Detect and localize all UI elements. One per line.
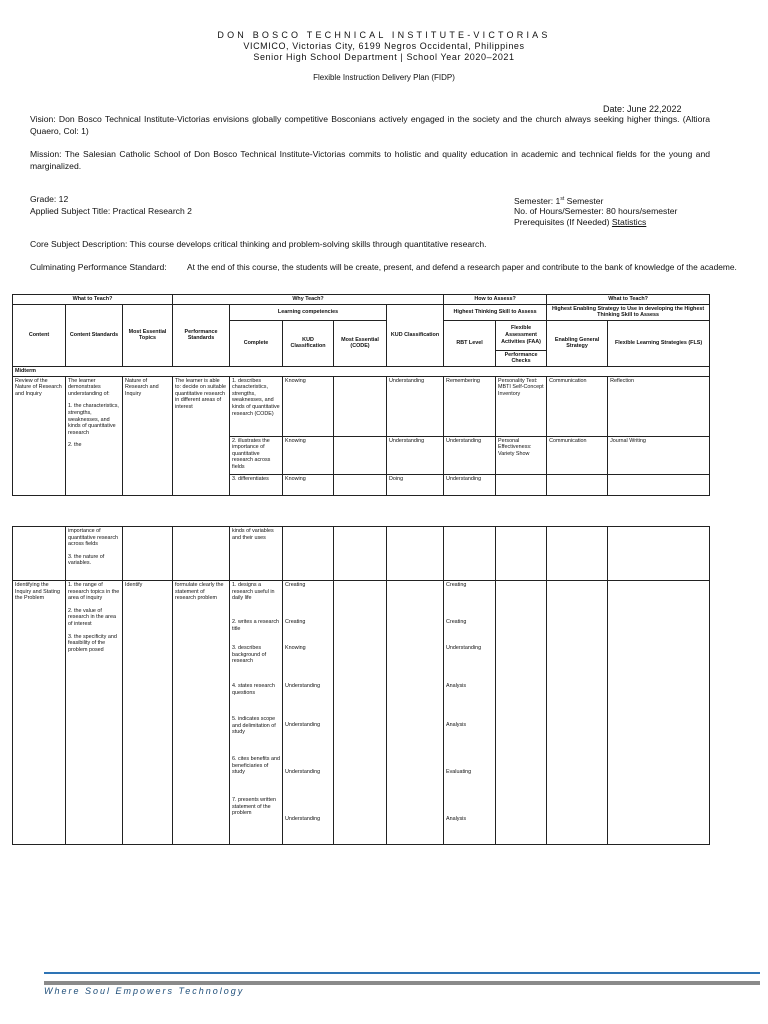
- competency-1-code: [334, 376, 387, 436]
- hdr-faa: Flexible Assessment Activities (FAA): [496, 320, 547, 350]
- rbt-list: Creating Creating Understanding Analysis Analysis Evaluating Analysis: [444, 581, 496, 845]
- footer-tagline: Where Soul Empowers Technology: [44, 986, 245, 996]
- hdr-highest-thinking: Highest Thinking Skill to Assess: [444, 304, 547, 320]
- competency-3: 3. differentiates: [230, 474, 283, 495]
- competency-3-faa: [496, 474, 547, 495]
- competency-3-code: [334, 474, 387, 495]
- competency-2-kud: Knowing: [283, 436, 334, 474]
- cont-competency: kinds of variables and their uses: [230, 527, 283, 581]
- hdr-complete: Complete: [230, 320, 283, 366]
- competency-2-6: 6. cites benefits and beneficiaries of study: [232, 756, 280, 776]
- competency-1-kud: Knowing: [283, 376, 334, 436]
- competency-2-enabling: Communication: [547, 436, 608, 474]
- hdr-why-teach: Why Teach?: [173, 295, 444, 305]
- competency-1-fls: Reflection: [608, 376, 710, 436]
- grade-label: Grade: 12: [30, 194, 69, 204]
- hdr-content-standards: Content Standards: [66, 304, 123, 366]
- topics-cell: Nature of Research and Inquiry: [123, 376, 173, 495]
- competency-2-5: 5. indicates scope and delimitation of study: [232, 716, 276, 736]
- content-cell-2: Identifying the Inquiry and Stating the Problem: [13, 581, 66, 845]
- mission-statement: Mission: The Salesian Catholic School of Don Bosco Technical Institute-Victorias commits to holistic and quality education in academic and technical fields for the young and marginalized.: [30, 149, 710, 171]
- hdr-fls: Flexible Learning Strategies (FLS): [608, 320, 710, 366]
- hdr-enabling-general: Enabling General Strategy: [547, 320, 608, 366]
- competency-2-3: 3. describes background of research: [232, 645, 267, 665]
- hdr-kud-classification-2: KUD Classification: [387, 304, 444, 366]
- performance-standards-cell-2: formulate clearly the statement of research problem: [173, 581, 230, 845]
- competency-1: 1. describes characteristics, strengths, weaknesses, and kinds of quantitative research (CODE): [230, 376, 283, 436]
- hdr-learning-competencies: Learning competencies: [230, 304, 387, 320]
- content-cell: Review of the Nature of Research and Inquiry: [13, 376, 66, 495]
- culminating-standard: Culminating Performance Standard: At the end of this course, the students will be create, present, and defend a research paper and contribute to the bank of knowledge of the academe.: [30, 262, 737, 272]
- hdr-most-essential-topics: Most Essential Topics: [123, 304, 173, 366]
- cont-content-cell: [13, 527, 66, 581]
- hdr-what-to-teach: What to Teach?: [13, 295, 173, 305]
- plan-date: Date: June 22,2022: [603, 104, 682, 114]
- topics-cell-2: Identify: [123, 581, 173, 845]
- competency-2-code: [334, 436, 387, 474]
- footer-accent-line: [44, 972, 760, 974]
- prerequisites-label: Prerequisites (If Needed) Statistics: [514, 217, 647, 227]
- hdr-rbt-level: RBT Level: [444, 320, 496, 366]
- competency-1-enabling: Communication: [547, 376, 608, 436]
- cont-standards-cell: importance of quantitative research across fields 3. the nature of variables.: [66, 527, 123, 581]
- hdr-kud-classification: KUD Classification: [283, 320, 334, 366]
- competency-3-fls: [608, 474, 710, 495]
- competency-2-7: 7. presents written statement of the problem: [232, 797, 277, 817]
- vision-statement: Vision: Don Bosco Technical Institute-Victorias envisions globally competitive Bosconians actively engaged in the society and the church always seeking higher things. (Altiora Quaero, Col: 1): [30, 114, 710, 136]
- competency-2-faa: Personal Effectiveness: Variety Show: [496, 436, 547, 474]
- competency-1-rbt: Remembering: [444, 376, 496, 436]
- prerequisite-link[interactable]: Statistics: [611, 217, 647, 227]
- competency-2-kud2: Understanding: [387, 436, 444, 474]
- competency-2-4: 4. states research questions: [232, 683, 275, 696]
- hdr-highest-enabling: Highest Enabling Strategy to Use in developing the Highest Thinking Skill to Assess: [547, 304, 710, 320]
- competency-1-faa: Personality Test: MBTI Self-Concept Inventory: [496, 376, 547, 436]
- hdr-content: Content: [13, 304, 66, 366]
- hdr-how-assess: How to Assess?: [444, 295, 547, 305]
- competency-3-enabling: [547, 474, 608, 495]
- competency-1-kud2: Understanding: [387, 376, 444, 436]
- hours-label: No. of Hours/Semester: 80 hours/semester: [514, 206, 678, 216]
- hdr-performance-checks: Performance Checks: [496, 350, 547, 366]
- fidp-table-1: [12, 294, 710, 496]
- semester-label: Semester: 1st Semester: [514, 195, 604, 206]
- hdr-most-essential-code: Most Essential (CODE): [334, 320, 387, 366]
- plan-title: Flexible Instruction Delivery Plan (FIDP): [313, 73, 455, 82]
- competency-2: 2. illustrates the importance of quantitative research across fields: [230, 436, 283, 474]
- performance-standards-cell: The learner is able to: decide on suitable quantitative research in different areas of interest: [173, 376, 230, 495]
- kud-list: Creating Creating Knowing Understanding Understanding Understanding Understanding: [283, 581, 334, 845]
- content-standards-cell: The learner demonstrates understanding of: 1. the characteristics, strengths, weaknesses, and kinds of quantitative research 2. the: [66, 376, 123, 495]
- competency-2-1: 1. designs a research useful in daily life: [232, 582, 275, 602]
- competency-3-kud2: Doing: [387, 474, 444, 495]
- competency-3-rbt: Understanding: [444, 474, 496, 495]
- department-line: Senior High School Department | School Year 2020–2021: [253, 52, 515, 62]
- competency-list: [230, 581, 283, 845]
- footer-gray-line: [44, 981, 760, 985]
- competency-2-2: 2. writes a research title: [232, 619, 280, 632]
- competency-3-kud: Knowing: [283, 474, 334, 495]
- school-name: DON BOSCO TECHNICAL INSTITUTE-VICTORIAS: [217, 30, 551, 40]
- hdr-what-teach-2: What to Teach?: [547, 295, 710, 305]
- subject-title: Applied Subject Title: Practical Research 2: [30, 206, 192, 216]
- competency-2-rbt: Understanding: [444, 436, 496, 474]
- competency-2-fls: Journal Writing: [608, 436, 710, 474]
- fidp-table-2: [12, 526, 710, 845]
- school-address: VICMICO, Victorias City, 6199 Negros Occidental, Philippines: [243, 41, 525, 51]
- midterm-label: Midterm: [13, 366, 710, 376]
- hdr-performance-standards: Performance Standards: [173, 304, 230, 366]
- core-description: Core Subject Description: This course develops critical thinking and problem-solving skills through quantitative research.: [30, 239, 487, 249]
- content-standards-cell-2: 1. the range of research topics in the area of inquiry 2. the value of research in the area of interest 3. the specificity and feasibility of the problem posed: [66, 581, 123, 845]
